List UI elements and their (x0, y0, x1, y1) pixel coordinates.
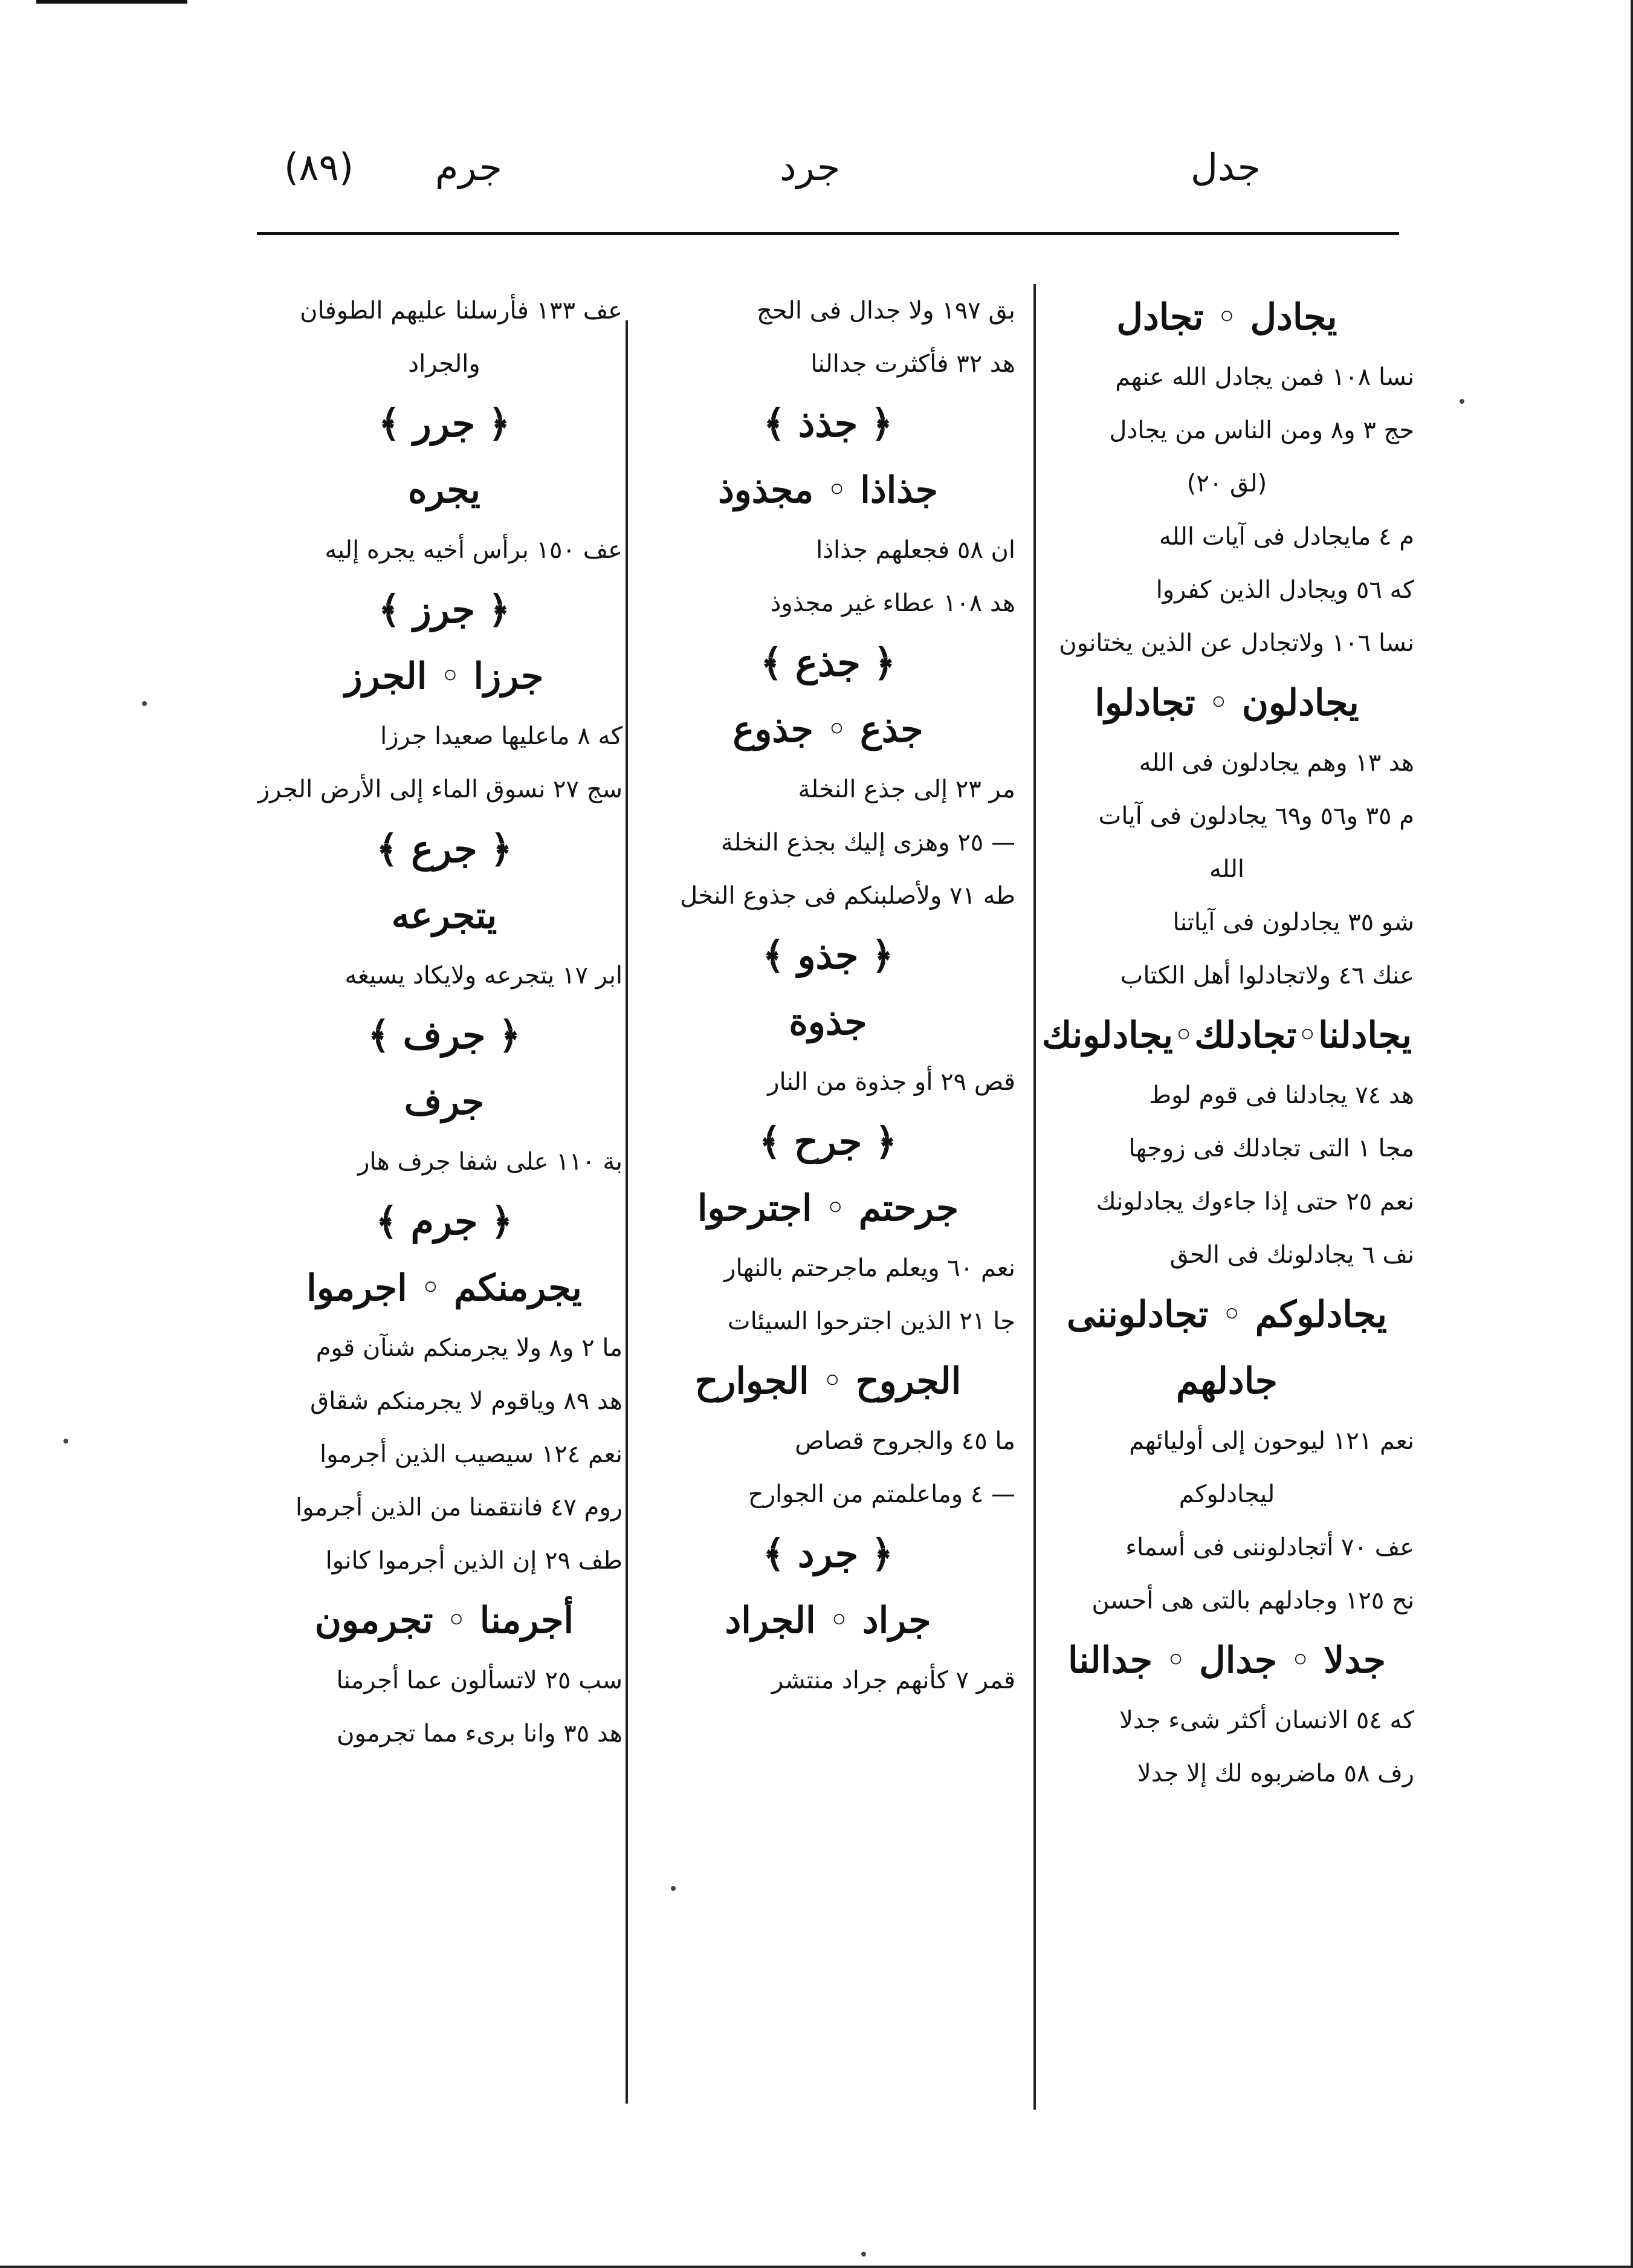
verse-entry: هد ٧٤ يجادلنا فى قوم لوط (1149, 1081, 1414, 1109)
page-border-right (1631, 0, 1633, 2268)
word-heading: جرزا ◦ الجرز (344, 655, 544, 698)
header-rule (257, 232, 1399, 235)
verse-entry: ابر ١٧ يتجرعه ولايكاد يسيغه (344, 962, 622, 990)
header-word-middle: جرد (780, 145, 841, 189)
column-divider-left (626, 320, 628, 2104)
page-number: (٨٩) (284, 145, 354, 189)
verse-entry: جا ٢١ الذين اجترحوا السيئات (727, 1307, 1015, 1335)
verse-entry: رف ٥٨ ماضربوه لك إلا جدلا (1137, 1760, 1414, 1787)
verse-entry: روم ٤٧ فانتقمنا من الذين أجرموا (296, 1494, 622, 1521)
verse-entry: كه ٥٦ ويجادل الذين كفروا (1156, 576, 1414, 604)
verse-continuation: (لق ٢٠) (1186, 470, 1267, 497)
speck (142, 701, 147, 706)
verse-entry: — ٤ وماعلمتم من الجوارح (748, 1480, 1015, 1508)
verse-entry: حج ٣ و٨ ومن الناس من يجادل (1109, 416, 1414, 444)
speck (63, 1439, 68, 1443)
verse-entry: هد ٨٩ وياقوم لا يجرمنكم شقاق (310, 1387, 622, 1415)
verse-entry: شو ٣٥ يجادلون فى آياتنا (1172, 909, 1414, 936)
root-heading: ﴿ جرد ﴾ (763, 1532, 893, 1576)
verse-entry: مر ٢٣ إلى جذع النخلة (798, 776, 1015, 803)
root-heading: ﴿ جرم ﴾ (375, 1199, 513, 1243)
left-column (257, 284, 622, 1760)
word-heading: جرحتم ◦ اجترحوا (697, 1187, 959, 1230)
column-divider-right (1033, 284, 1036, 2110)
verse-entry: كه ٨ ماعليها صعيدا جرزا (380, 722, 622, 750)
root-heading: ﴿ جرح ﴾ (758, 1119, 897, 1164)
word-heading: يجادلوكم ◦ تجادلوننى (1067, 1294, 1387, 1336)
verse-entry: كه ٥٤ الانسان أكثر شىء جدلا (1119, 1706, 1414, 1734)
verse-entry: م ٣٥ و٥٦ و٦٩ يجادلون فى آيات (1098, 802, 1414, 830)
verse-entry: ما ٢ و٨ ولا يجرمنكم شنآن قوم (315, 1334, 622, 1362)
word-heading: جادلهم (1176, 1360, 1278, 1402)
verse-entry: هد ١٠٨ عطاء غير مجذوذ (770, 589, 1015, 617)
verse-entry: — ٢٥ وهزى إليك بجذع النخلة (720, 829, 1015, 857)
verse-entry: نعم ٢٥ حتى إذا جاءوك يجادلونك (1096, 1188, 1414, 1216)
corner-mark (36, 0, 187, 4)
root-heading: ﴿ جرف ﴾ (367, 1013, 521, 1057)
verse-entry: عف ٧٠ أتجادلوننى فى أسماء (1125, 1534, 1414, 1561)
verse-entry: نعم ١٢٤ سيصيب الذين أجرموا (320, 1440, 622, 1468)
right-column (1040, 284, 1414, 1800)
verse-entry: عف ١٣٣ فأرسلنا عليهم الطوفان (300, 297, 622, 325)
root-heading: ﴿ جرع ﴾ (376, 827, 513, 871)
word-heading: يتجرعه (391, 895, 497, 937)
verse-entry: مجا ١ التى تجادلك فى زوجها (1128, 1135, 1414, 1162)
word-heading: أجرمنا ◦ تجرمون (314, 1599, 574, 1642)
verse-entry: نف ٦ يجادلونك فى الحق (1169, 1241, 1414, 1269)
speck (671, 1886, 676, 1891)
word-heading: جراد ◦ الجراد (725, 1599, 931, 1642)
verse-entry: قص ٢٩ أو جذوة من النار (768, 1068, 1015, 1096)
word-heading: يجادلون ◦ تجادلوا (1095, 682, 1359, 724)
word-heading: جذوة (789, 1001, 867, 1043)
verse-entry: م ٤ مايجادل فى آيات الله (1159, 523, 1414, 551)
verse-entry: بق ١٩٧ ولا جدال فى الحج (757, 297, 1015, 325)
verse-entry: نعم ١٢١ ليوحون إلى أوليائهم (1129, 1427, 1414, 1455)
root-heading: ﴿ جذذ ﴾ (763, 401, 893, 446)
word-heading: جرف (404, 1081, 485, 1123)
verse-entry: نعم ٦٠ ويعلم ماجرحتم بالنهار (724, 1254, 1015, 1282)
word-heading: يجادل ◦ تجادل (1116, 296, 1337, 339)
verse-entry: ما ٤٥ والجروح قصاص (795, 1427, 1015, 1455)
root-heading: ﴿ جذو ﴾ (762, 933, 894, 977)
verse-entry: ان ٥٨ فجعلهم جذاذا (816, 536, 1015, 564)
verse-entry: بة ١١٠ على شفا جرف هار (358, 1148, 622, 1176)
speck (1460, 399, 1464, 404)
verse-entry: سج ٢٧ نسوق الماء إلى الأرض الجرز (257, 776, 622, 803)
verse-entry: قمر ٧ كأنهم جراد منتشر (771, 1667, 1015, 1694)
word-heading: جذاذا ◦ مجذوذ (718, 469, 938, 511)
word-heading: جدلا ◦ جدال ◦ جدالنا (1068, 1639, 1386, 1682)
verse-entry: هد ٣٥ وانا برىء مما تجرمون (337, 1720, 622, 1748)
verse-continuation: ليجادلوكم (1179, 1480, 1275, 1508)
verse-entry: نح ١٢٥ وجادلهم بالتى هى أحسن (1091, 1587, 1414, 1615)
verse-entry: عنك ٤٦ ولاتجادلوا أهل الكتاب (1120, 962, 1414, 990)
root-heading: ﴿ جرز ﴾ (378, 588, 511, 632)
word-heading: يجرمنكم ◦ اجرموا (306, 1267, 582, 1309)
speck (861, 2252, 866, 2257)
verse-entry: عف ١٥٠ برأس أخيه يجره إليه (325, 536, 622, 564)
verse-entry: هد ٣٢ فأكثرت جدالنا (810, 350, 1015, 378)
verse-entry: طه ٧١ ولأصلبنكم فى جذوع النخل (680, 882, 1015, 910)
header-word-left: جرم (435, 145, 502, 189)
verse-entry: طف ٢٩ إن الذين أجرموا كانوا (325, 1547, 622, 1575)
root-heading: ﴿ جذع ﴾ (760, 641, 896, 685)
verse-entry: سب ٢٥ لاتسألون عما أجرمنا (336, 1667, 622, 1694)
verse-entry: نسا ١٠٦ ولاتجادل عن الذين يختانون (1059, 629, 1414, 657)
page-border-bottom (0, 2266, 1633, 2268)
verse-continuation: والجراد (408, 350, 480, 378)
word-heading: الجروح ◦ الجوارح (694, 1360, 962, 1402)
root-heading: ﴿ جرر ﴾ (378, 401, 511, 446)
verse-continuation: الله (1209, 855, 1244, 883)
verse-entry: هد ١٣ وهم يجادلون فى الله (1139, 749, 1414, 777)
word-heading: يجادلنا◦تجادلك◦يجادلونك (1041, 1014, 1412, 1057)
word-heading: يجره (408, 469, 480, 511)
word-heading: جذع ◦ جذوع (732, 708, 923, 751)
middle-column (641, 284, 1015, 1707)
header-word-right: جدل (1191, 145, 1261, 189)
verse-entry: نسا ١٠٨ فمن يجادل الله عنهم (1115, 363, 1414, 391)
